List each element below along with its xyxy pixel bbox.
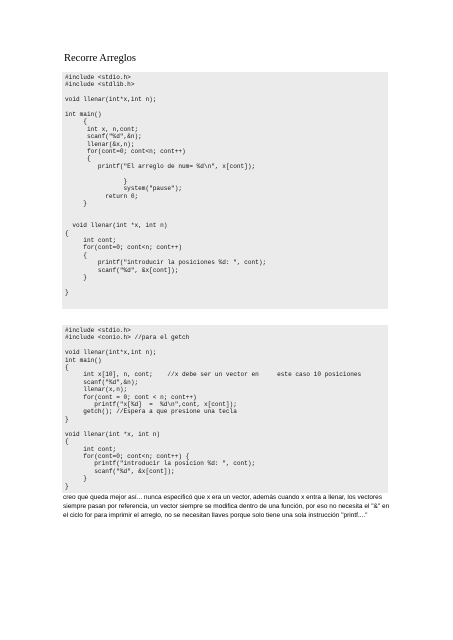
code-block-2-text: #include <stdio.h> #include <conio.h> //para el getch void llenar(int*x,int n); int main() { int x[10], n, cont; //x debe ser un vector en este caso 10 posiciones scanf("%d",&n); llenar(x,n); for(cont = 0; cont < n; cont++) printf("x[%d] = %d\n",cont, x[cont]); getch(); //Espera a que presione una tecla } void llenar(int *x, int n) { int cont; for(cont=0; cont<n; cont++) { printf("introducir la posicion %d: ", cont); scanf("%d", &x[cont]); } } [65, 327, 362, 490]
code-block-1 [62, 72, 388, 309]
code-block-1-text: #include <stdio.h> #include <stdlib.h> void llenar(int*x,int n); int main() { int x, n,cont; scanf("%d",&n); llenar(&x,n); for(cont=0; cont<n; cont++) { printf("El arreglo de num= %d\n", x[cont]); } system("pause"); return 0; } void llenar(int *x, int n) { int cont; for(cont=0; cont<n; cont++) { printf("introducir la posiciones %d: ", cont); scanf("%d", &x[cont]); } } [65, 74, 267, 296]
comment-paragraph: creo que queda mejor así... nunca especificó que x era un vector, además cuando x entra a llenar, los vectores siempre pasan por referencia, un vector siempre se modifica dentro de una función, por eso no necesita el "&" en el ciclo for para imprimir el arreglo, no se necesitan llaves porque solo tiene una sola instrucción "printf...." [63, 494, 390, 519]
code-block-2 [62, 325, 388, 493]
page-title: Recorre Arreglos [64, 53, 137, 64]
